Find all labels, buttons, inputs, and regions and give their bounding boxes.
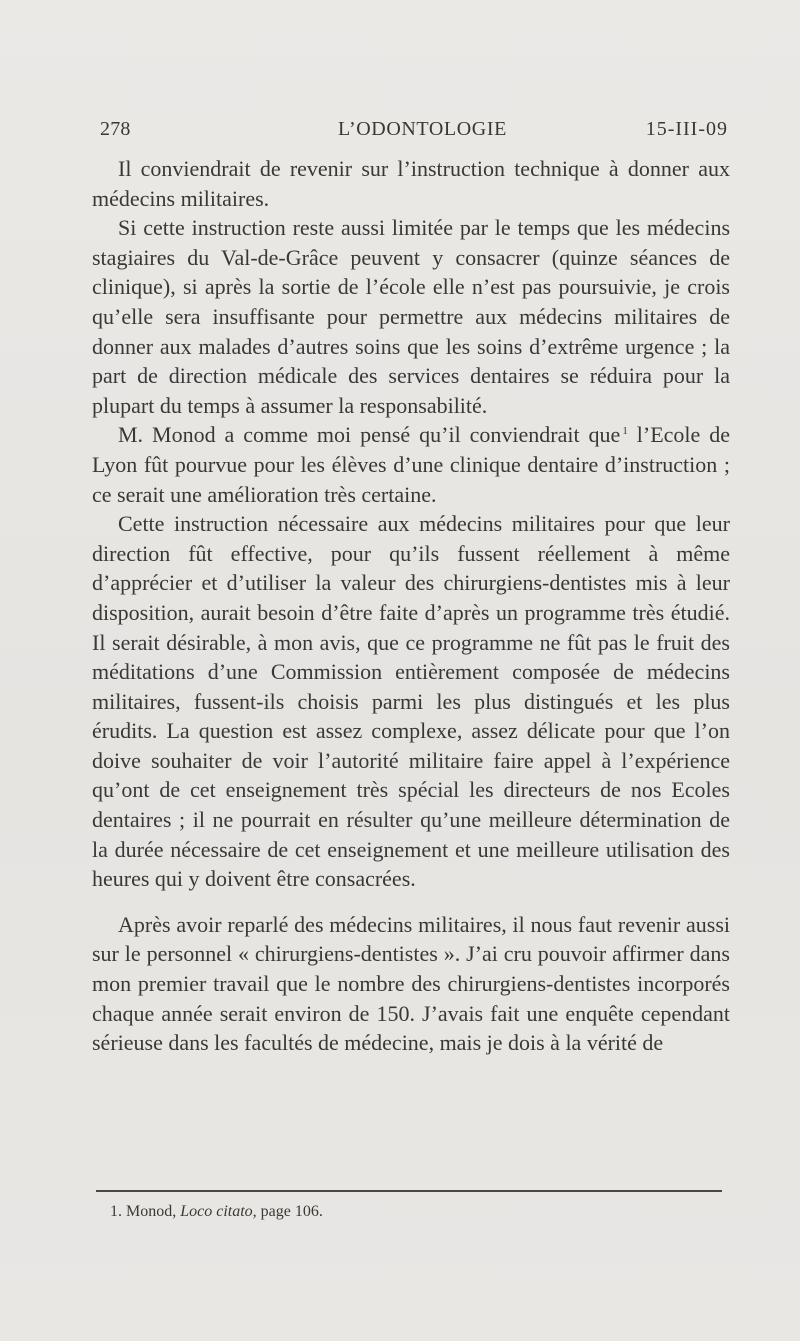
- footnote-work: Loco citato,: [180, 1203, 257, 1220]
- paragraph-1: Il conviendrait de revenir sur l’instruction technique à donner aux médecins militaires.: [92, 156, 730, 211]
- footnote-number: 1.: [110, 1203, 122, 1220]
- page-number: 278: [100, 118, 131, 140]
- paragraph-2: Si cette instruction reste aussi limitée par le temps que les médecins stagiaires du Val-de-Grâce peuvent y consacrer (quinze séances de clinique), si après la sortie de l’école elle n’est pas poursuivie, je crois qu’elle sera insuffisante pour permettre aux médecins militaires de donner aux malades d’autres soins que les soins d’extrême urgence ; la part de direction médicale des services dentaires se réduira pour la plupart du temps à assumer la responsabilité.: [92, 215, 730, 418]
- journal-title: L’ODONTOLOGIE: [338, 118, 507, 140]
- paragraph-4: Cette instruction nécessaire aux médecins militaires pour que leur direction fût effective, pour qu’ils fussent réellement à même d’apprécier et d’utiliser la valeur des chirurgiens-dentistes mis à leur disposition, aurait besoin d’être faite d’après un programme très étudié. Il serait désirable, à mon avis, que ce programme ne fût pas le fruit des méditations d’une Commission entièrement composée de médecins militaires, fussent-ils choisis parmi les plus distingués et les plus érudits. La question est assez complexe, assez délicate pour que l’on doive souhaiter de voir l’autorité militaire faire appel à l’expérience qu’ont de cet enseignement très spécial les directeurs de nos Ecoles dentaires ; il ne pourrait en résulter qu’une meilleure détermination de la durée nécessaire de cet enseignement et une meilleure utilisation des heures qui y doivent être consacrées.: [92, 511, 730, 892]
- footnote-page: page 106.: [260, 1203, 323, 1220]
- paragraph-3-continuation: l’Ecole de Lyon fût pourvue pour les élèves d’une clinique dentaire d’instruction ; ce serait une amélioration très certaine.: [92, 422, 730, 507]
- body-text: [92, 154, 730, 1058]
- footnote: [110, 1202, 323, 1222]
- issue-date: 15-III-09: [645, 118, 728, 140]
- footnote-author: Monod,: [126, 1203, 177, 1220]
- paragraph-3: [92, 420, 730, 509]
- footnote-reference: 1: [622, 425, 628, 438]
- paragraph-5: Après avoir reparlé des médecins militaires, il nous faut revenir aussi sur le personnel « chirurgiens-dentistes ». J’ai cru pouvoir affirmer dans mon premier travail que le nombre des chirurgiens-dentistes incorporés chaque année serait environ de 150. J’avais fait une enquête cependant sérieuse dans les facultés de médecine, mais je dois à la vérité de: [92, 911, 730, 1056]
- footnote-divider: [96, 1190, 722, 1192]
- paragraph-3-text: M. Monod a comme moi pensé qu’il conviendrait que: [118, 422, 621, 448]
- running-header: [100, 118, 728, 146]
